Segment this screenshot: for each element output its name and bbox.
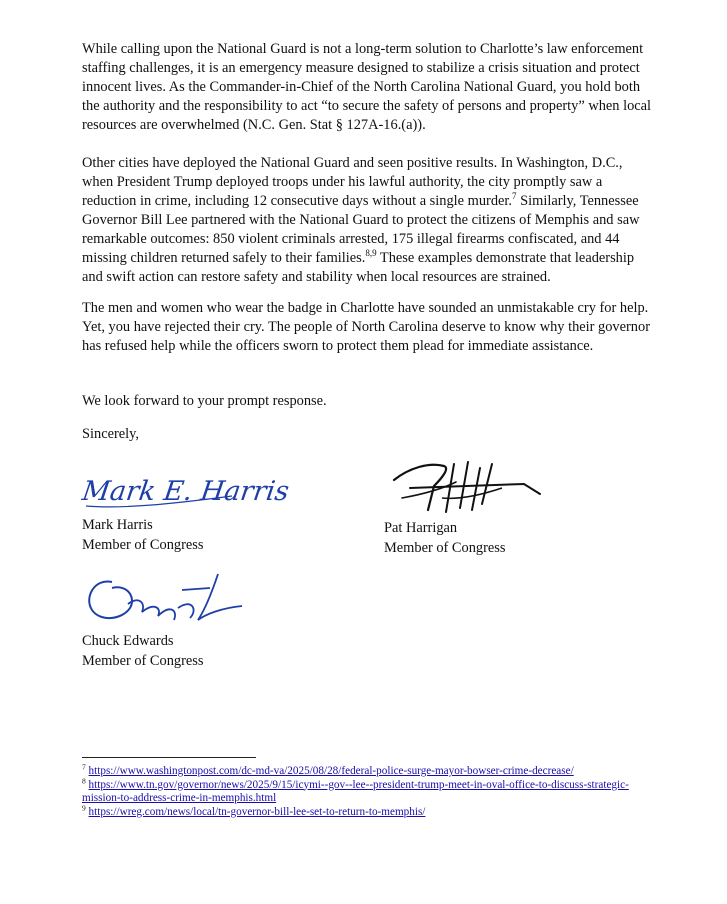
closing-line: We look forward to your prompt response. — [82, 393, 327, 409]
paragraph-other-cities-part1: Other cities have deployed the National Guard and seen positive results. In Washington, D.C., when President Trump deployed troops under his lawful authority, the city promptly saw a reduction in crime, including 12 consecutive days without a single murder. — [82, 155, 623, 209]
signer-block-chuck-edwards — [82, 632, 204, 671]
signer-title: Member of Congress — [384, 539, 506, 556]
footnote-7 — [82, 762, 642, 779]
footnote-8-link[interactable]: https://www.tn.gov/governor/news/2025/9/15/icymi--gov--lee--president-trump-meet-in-oval-office-to-discuss-strategic-mission-to-address-crime-in-memphis.html — [82, 778, 629, 804]
footnote-9 — [82, 802, 642, 820]
footnote-ref-7: 7 — [512, 191, 517, 202]
signer-block-pat-harrigan — [384, 519, 506, 558]
valediction: Sincerely, — [82, 426, 140, 442]
footnote-number: 7 — [82, 762, 86, 772]
signature-pat-harrigan-image — [384, 458, 544, 518]
paragraph-other-cities-part2: Similarly, Tennessee Governor Bill Lee partnered with the National Guard to protect the citizens of Memphis and saw remarkable outcomes: 850 violent criminals arrested, 175 illegal firearms confiscated, and 44 missing children returned safely to their families. — [82, 193, 640, 266]
footnotes — [82, 762, 642, 819]
signature-mark-harris-text: Mark E. Harris — [80, 476, 291, 507]
footnote-number: 9 — [82, 802, 86, 812]
signer-name: Mark Harris — [82, 517, 153, 533]
paragraph-other-cities-part3: These examples demonstrate that leadership and swift action can restore safety and stability when local resources are strained. — [82, 250, 635, 285]
footnote-ref-8-9: 8,9 — [365, 248, 377, 259]
signature-chuck-edwards-image — [82, 568, 247, 628]
footnote-9-link[interactable]: https://wreg.com/news/local/tn-governor-bill-lee-set-to-return-to-memphis/ — [88, 805, 426, 818]
footnote-8 — [82, 775, 642, 806]
signature-mark-harris-image — [80, 466, 291, 514]
paragraph-national-guard-authority: While calling upon the National Guard is not a long-term solution to Charlotte’s law enforcement staffing challenges, it is an emergency measure designed to stabilize a crisis situation and protect innocent lives. As the Commander-in-Chief of the North Carolina National Guard, you hold both the authority and the responsibility to act “to secure the safety of persons and property” when local resources are overwhelmed (N.C. Gen. Stat § 127A-16.(a)). — [82, 41, 652, 133]
paragraph-other-cities — [82, 154, 657, 287]
signer-title: Member of Congress — [82, 652, 204, 669]
footnote-divider — [82, 757, 256, 758]
signer-block-mark-harris — [82, 516, 204, 555]
paragraph-men-and-women: The men and women who wear the badge in Charlotte have sounded an unmistakable cry for help. Yet, you have rejected their cry. The people of North Carolina deserve to know why their governor has refused help while the officers sworn to protect them plead for immediate assistance. — [82, 300, 650, 354]
footnote-number: 8 — [82, 775, 86, 785]
footnote-7-link[interactable]: https://www.washingtonpost.com/dc-md-va/2025/08/28/federal-police-surge-mayor-bowser-crime-decrease/ — [88, 765, 574, 777]
signer-name: Pat Harrigan — [384, 520, 458, 536]
signer-title: Member of Congress — [82, 536, 204, 553]
signer-name: Chuck Edwards — [82, 633, 174, 649]
